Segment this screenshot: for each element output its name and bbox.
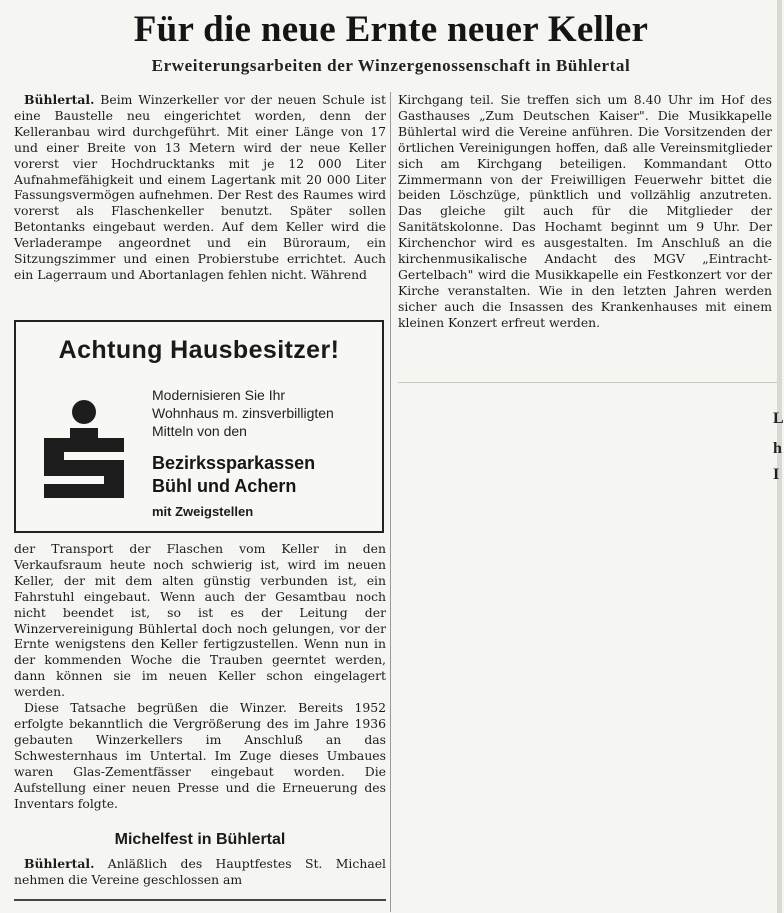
michelfest-heading: Michelfest in Bühlertal	[114, 831, 286, 848]
column-divider	[390, 92, 391, 912]
article-dateline: Bühlertal.	[24, 92, 95, 107]
edge-fragment-2: h	[773, 440, 782, 457]
ad-text-line-3: Mitteln von den	[152, 423, 247, 439]
edge-fragment-1: L	[773, 410, 784, 427]
column-end-line	[398, 382, 782, 383]
edge-fragment-3: I	[773, 466, 780, 483]
headline: Für die neue Ernte neuer Keller	[133, 9, 649, 50]
sparkasse-logo-icon	[36, 398, 132, 498]
ad-branches: mit Zweigstellen	[152, 504, 254, 519]
article-paragraph-2: Diese Tatsache begrüßen die Winzer. Bereits 1952 erfolgte bekanntlich die Vergrößerung des im Jahre 1936 gebauten Winzerkellers im Anschluß an das Schwesternhaus im Untertal. Im Zuge dieses Umbaues waren Glas-Zementfässer eingebaut worden. Die Aufstellung einer neuen Presse und die Erneuerung des Inventars folgte.	[14, 700, 386, 811]
michelfest-text: Anläßlich des Hauptfestes St. Michael nehmen die Vereine geschlossen am	[14, 856, 386, 887]
ad-bank-line-1: Bezirkssparkassen	[152, 453, 316, 473]
article-paragraph-1: Beim Winzerkeller vor der neuen Schule ist eine Baustelle neu eingerichtet worden, denn der Kelleranbau wird durchgeführt. Mit einer Länge von 17 und einer Breite von 13 Metern wird der neue Keller vorerst vier Hochdrucktanks mit je 12 000 Liter Aufnahmefähigkeit und einem Lagertank mit 20 000 Liter Fassungsvermögen aufnehmen. Der Rest des Raumes wird vorerst als Flaschenkeller benutzt. Später sollen Betontanks eingebaut werden. Auf dem Keller wird die Verladerampe angeordnet und ein Büroraum, ein Sitzungszimmer und einen Probierstube errichtet. Auch ein Lagerraum und Abortanlagen fehlen nicht. Während	[14, 92, 386, 282]
ad-text-line-2: Wohnhaus m. zinsverbilligten	[152, 405, 334, 421]
ad-text	[152, 386, 380, 440]
right-column-text: Kirchgang teil. Sie treffen sich um 8.40 Uhr im Hof des Gasthauses „Zum Deutschen Kaiser". Die Musikkapelle Bühlertal wird die Vereine anführen. Die Vorsitzenden der örtlichen Vereinigungen hoffen, daß alle Vereinsmitglieder sich am Kirchgang beteiligen. Kommandant Otto Zimmermann von der Freiwilligen Feuerwehr bittet die beiden Löschzüge, pünktlich und vollzählig anzutreten. Das gleiche gilt auch für die Mitglieder der Sanitätskolonne. Das Hochamt beginnt um 9 Uhr. Der Kirchenchor wird es ausgestalten. Im Anschluß an die kirchenmusikalische Andacht des MGV „Eintracht-Gertelbach" wird die Musikkapelle ein Festkonzert vor der Kirche veranstalten. Wie in den letzten Jahren werden sicher auch die Insassen des Krankenhauses mit einem kleinen Konzert erfreut werden.	[398, 92, 772, 330]
article-end-rule	[14, 899, 386, 901]
michelfest-column	[14, 856, 386, 888]
ad-title: Achtung Hausbesitzer!	[58, 336, 340, 364]
michelfest-dateline: Bühlertal.	[24, 856, 95, 871]
article-column-right	[398, 92, 772, 377]
ad-bank-name	[152, 452, 380, 498]
ad-bank-line-2: Bühl und Achern	[152, 476, 297, 496]
sparkasse-advertisement	[14, 320, 384, 533]
article-column-left-bottom	[14, 541, 386, 826]
subheadline: Erweiterungsarbeiten der Winzergenossenschaft in Bühlertal	[151, 56, 631, 75]
article-column-left-top	[14, 92, 386, 310]
ad-text-line-1: Modernisieren Sie Ihr	[152, 387, 286, 403]
article-paragraph-1-continued: der Transport der Flaschen vom Keller in den Verkaufsraum heute noch schwierig ist, wird im neuen Keller, der mit dem alten günstig verbunden ist, ein Fahrstuhl eingebaut. Wenn auch der Gesamtbau noch nicht beendet ist, so ist es der Leitung der Winzervereinigung Bühlertal doch noch gelungen, vor der Ernte wenigstens den Keller fertigzustellen. Wenn nun in der kommenden Woche die Trauben geerntet werden, dann können sie im neuen Keller schon eingelagert werden.	[14, 541, 386, 700]
